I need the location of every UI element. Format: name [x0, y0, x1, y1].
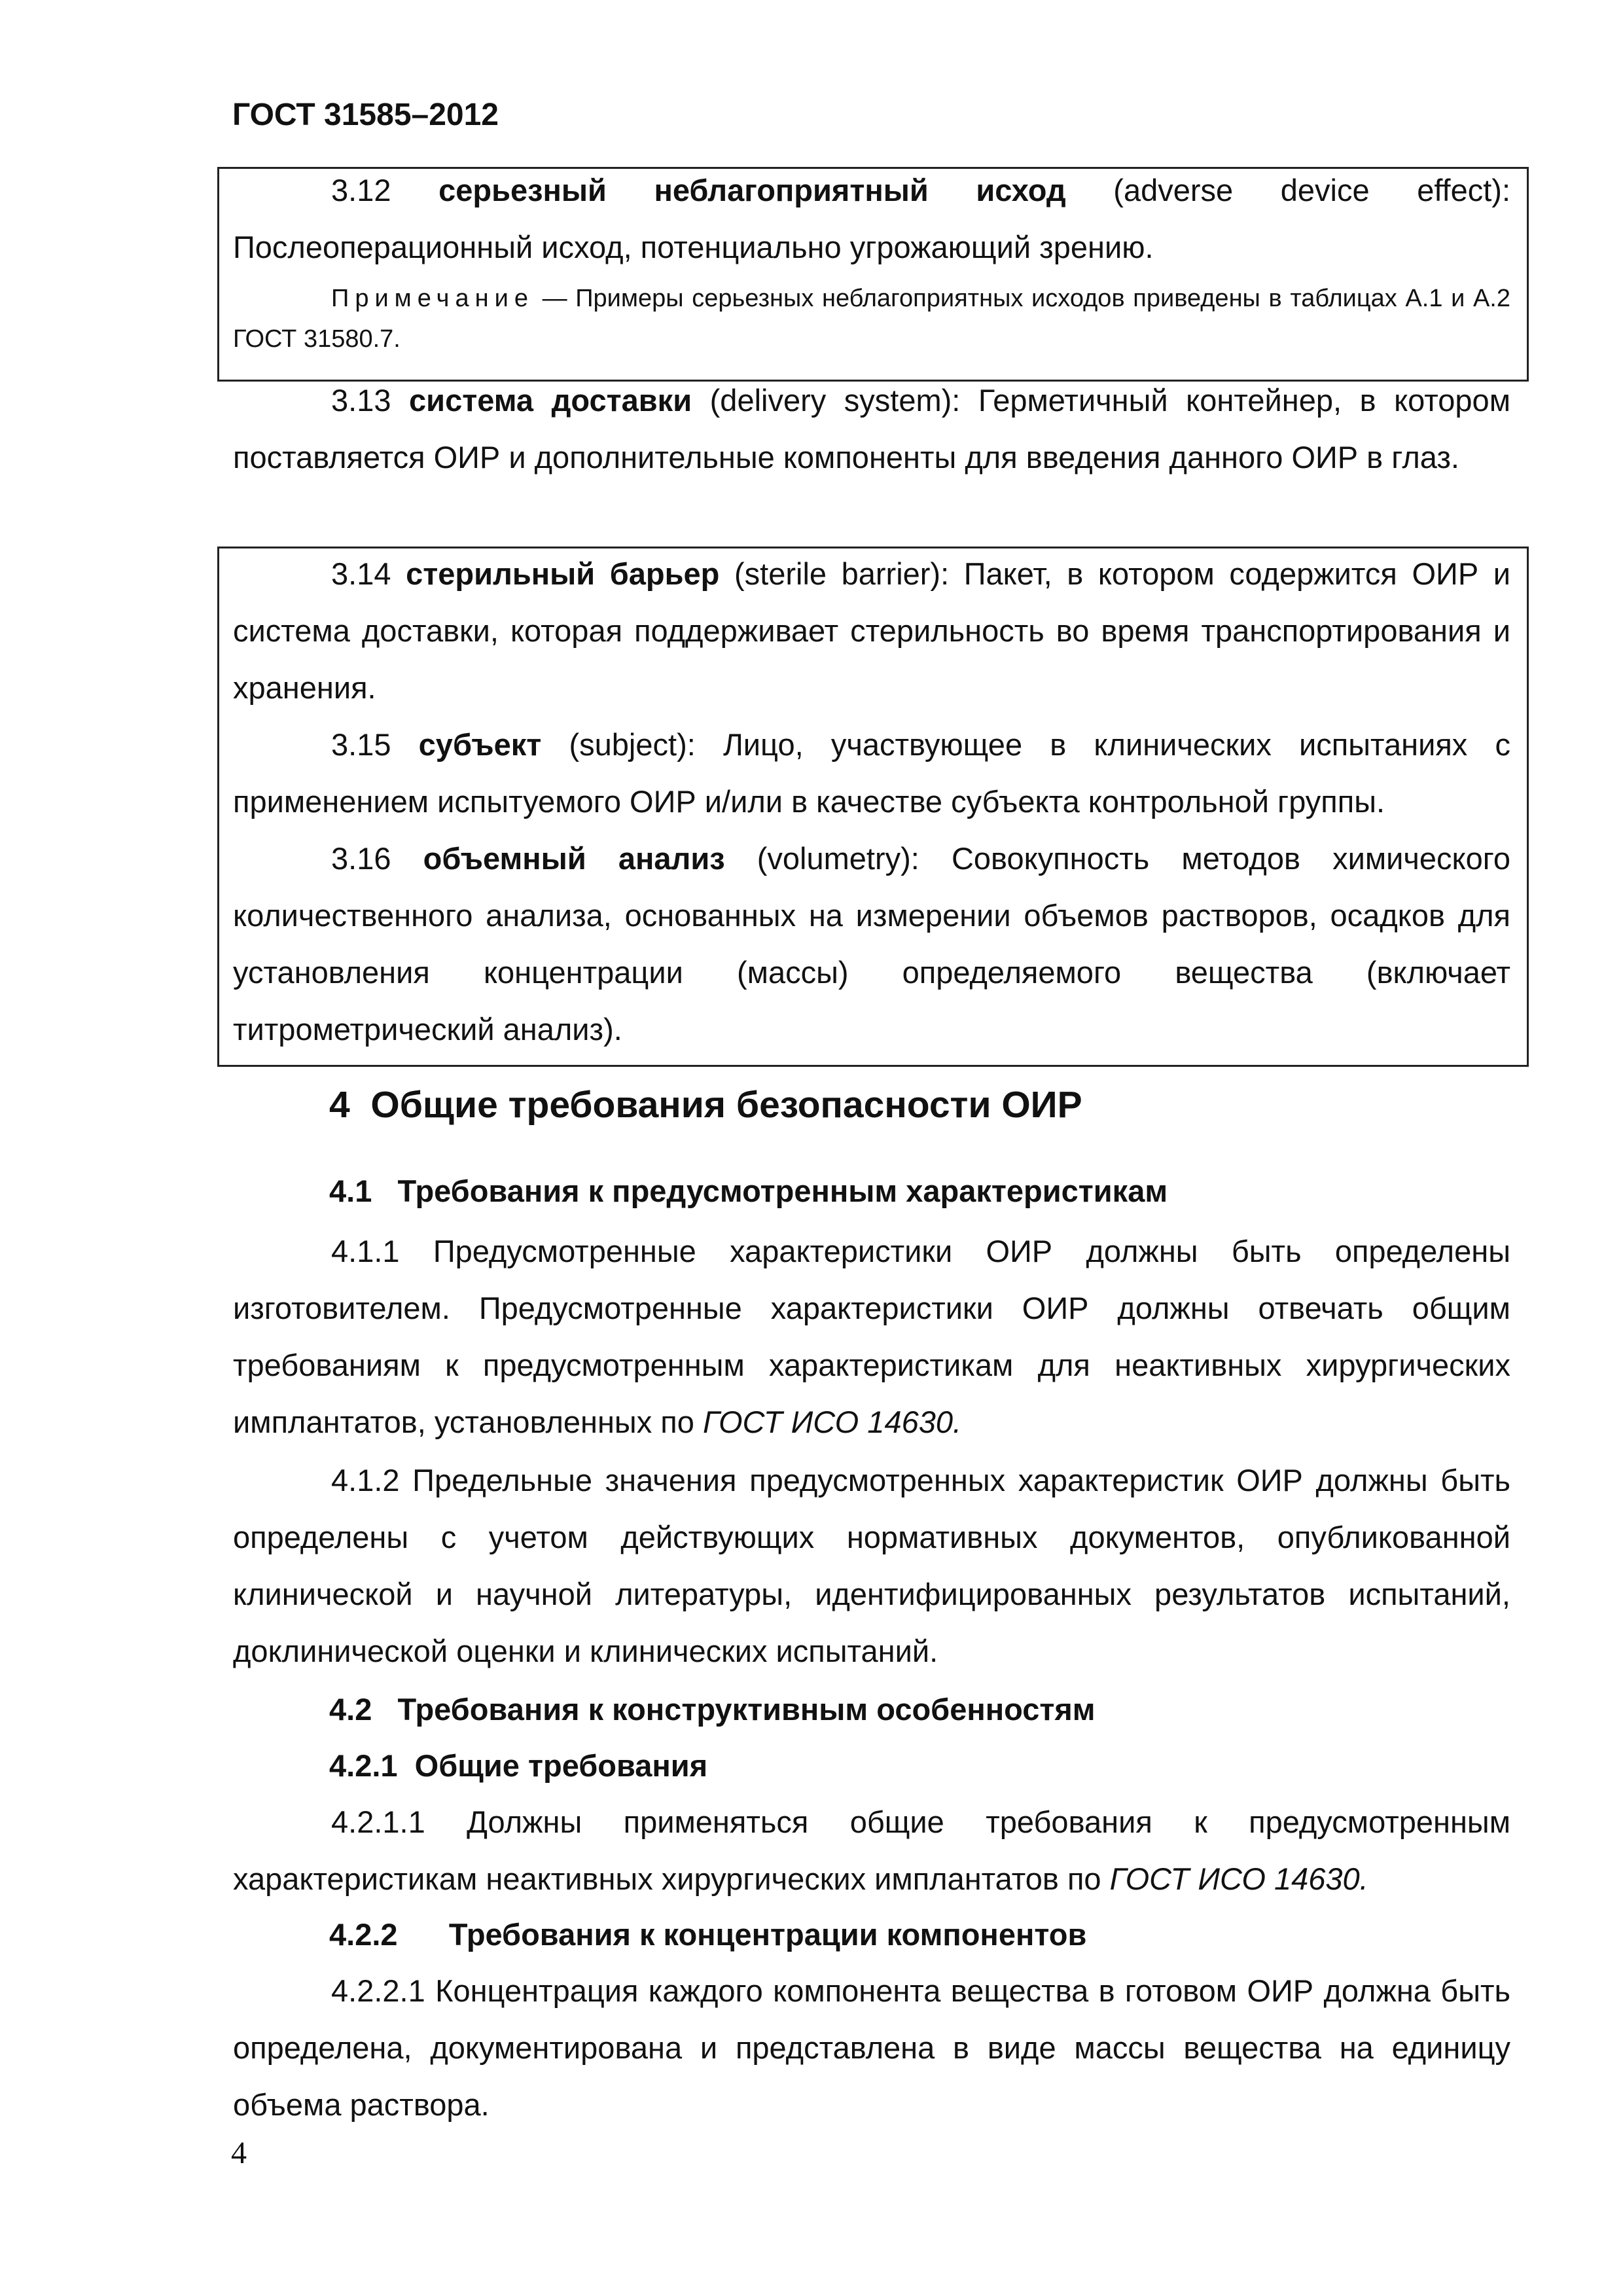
- subsection-number: 4.2.2: [329, 1917, 398, 1952]
- clause-text: Должны применяться общие требования к предусмотренным характеристикам неактивных хирургических имплантатов по: [233, 1804, 1511, 1896]
- term-definition: (delivery system): Герметичный контейнер, в котором поставляется ОИР и дополнительные компоненты для введения данного ОИР в глаз.: [233, 383, 1511, 475]
- note-text: — Примеры серьезных неблагоприятных исходов приведены в таблицах А.1 и А.2 ГОСТ 31580.7.: [233, 285, 1510, 353]
- standard-reference: ГОСТ ИСО 14630.: [702, 1405, 962, 1439]
- term-3-16: [233, 830, 1510, 1058]
- term-3-12: [233, 162, 1510, 276]
- clause-4-1-1: [233, 1223, 1510, 1450]
- clause-4-2-2-1: [233, 1962, 1510, 2133]
- term-number: 3.16: [331, 841, 391, 876]
- standard-reference: ГОСТ ИСО 14630.: [1109, 1861, 1368, 1896]
- term-definition: (adverse device effect): Послеоперационный исход, потенциально угрожающий зрению.: [233, 173, 1511, 264]
- term-3-15: [233, 716, 1510, 830]
- clause-number: 4.1.2: [331, 1463, 400, 1498]
- clause-number: 4.1.1: [331, 1234, 400, 1268]
- term-name: объемный анализ: [423, 841, 725, 876]
- subsection-4-2-1-heading: [329, 1748, 707, 1784]
- subsection-number: 4.2.1: [329, 1748, 398, 1783]
- section-title: Общие требования безопасности ОИР: [370, 1084, 1082, 1126]
- subsection-title: Требования к предусмотренным характеристикам: [397, 1174, 1168, 1208]
- subsection-title: Требования к концентрации компонентов: [448, 1917, 1087, 1952]
- subsection-4-1-heading: [329, 1173, 1168, 1209]
- clause-number: 4.2.1.1: [331, 1804, 425, 1839]
- term-number: 3.12: [331, 173, 391, 207]
- term-number: 3.14: [331, 556, 391, 591]
- section-number: 4: [329, 1084, 350, 1126]
- clause-4-1-2: [233, 1452, 1510, 1679]
- clause-4-2-1-1: [233, 1793, 1510, 1907]
- term-definition: (sterile barrier): Пакет, в котором содержится ОИР и система доставки, которая поддерживает стерильность во время транспортирования и хранения.: [233, 556, 1511, 705]
- term-definition: (volumetry): Совокупность методов химического количественного анализа, основанных на измерении объемов растворов, осадков для установления концентрации (массы) определяемого вещества (включает титрометрический анализ).: [233, 841, 1510, 1047]
- term-name: серьезный неблагоприятный исход: [438, 173, 1066, 207]
- page-number: 4: [231, 2136, 247, 2170]
- subsection-title: Общие требования: [414, 1748, 708, 1783]
- subsection-4-2-heading: [329, 1691, 1096, 1727]
- term-name: стерильный барьер: [406, 556, 720, 591]
- term-number: 3.15: [331, 727, 391, 762]
- clause-text: Предусмотренные характеристики ОИР должны быть определены изготовителем. Предусмотренные характеристики ОИР должны отвечать общим требованиям к предусмотренным характеристикам для неактивных хирургических имплантатов, установленных по: [233, 1234, 1510, 1439]
- subsection-number: 4.2: [329, 1692, 372, 1727]
- subsection-number: 4.1: [329, 1174, 372, 1208]
- term-definition: (subject): Лицо, участвующее в клинических испытаниях с применением испытуемого ОИР и/или в качестве субъекта контрольной группы.: [233, 727, 1510, 819]
- clause-text: Предельные значения предусмотренных характеристик ОИР должны быть определены с учетом действующих нормативных документов, опубликованной клинической и научной литературы, идентифицированных результатов испытаний, доклинической оценки и клинических испытаний.: [233, 1463, 1510, 1668]
- term-3-13: [233, 372, 1510, 486]
- section-heading: [329, 1083, 1082, 1126]
- term-name: субъект: [418, 727, 542, 762]
- clause-number: 4.2.2.1: [331, 1973, 425, 2008]
- subsection-4-2-2-heading: [329, 1916, 1086, 1952]
- subsection-title: Требования к конструктивным особенностям: [397, 1692, 1096, 1727]
- term-3-14: [233, 545, 1510, 716]
- note-3-12: [233, 278, 1510, 359]
- term-name: система доставки: [409, 383, 692, 418]
- note-label: Примечание: [331, 285, 534, 312]
- clause-text: Концентрация каждого компонента вещества в готовом ОИР должна быть определена, документирована и представлена в виде массы вещества на единицу объема раствора.: [233, 1973, 1510, 2122]
- document-header: ГОСТ 31585–2012: [232, 98, 499, 132]
- term-number: 3.13: [331, 383, 391, 418]
